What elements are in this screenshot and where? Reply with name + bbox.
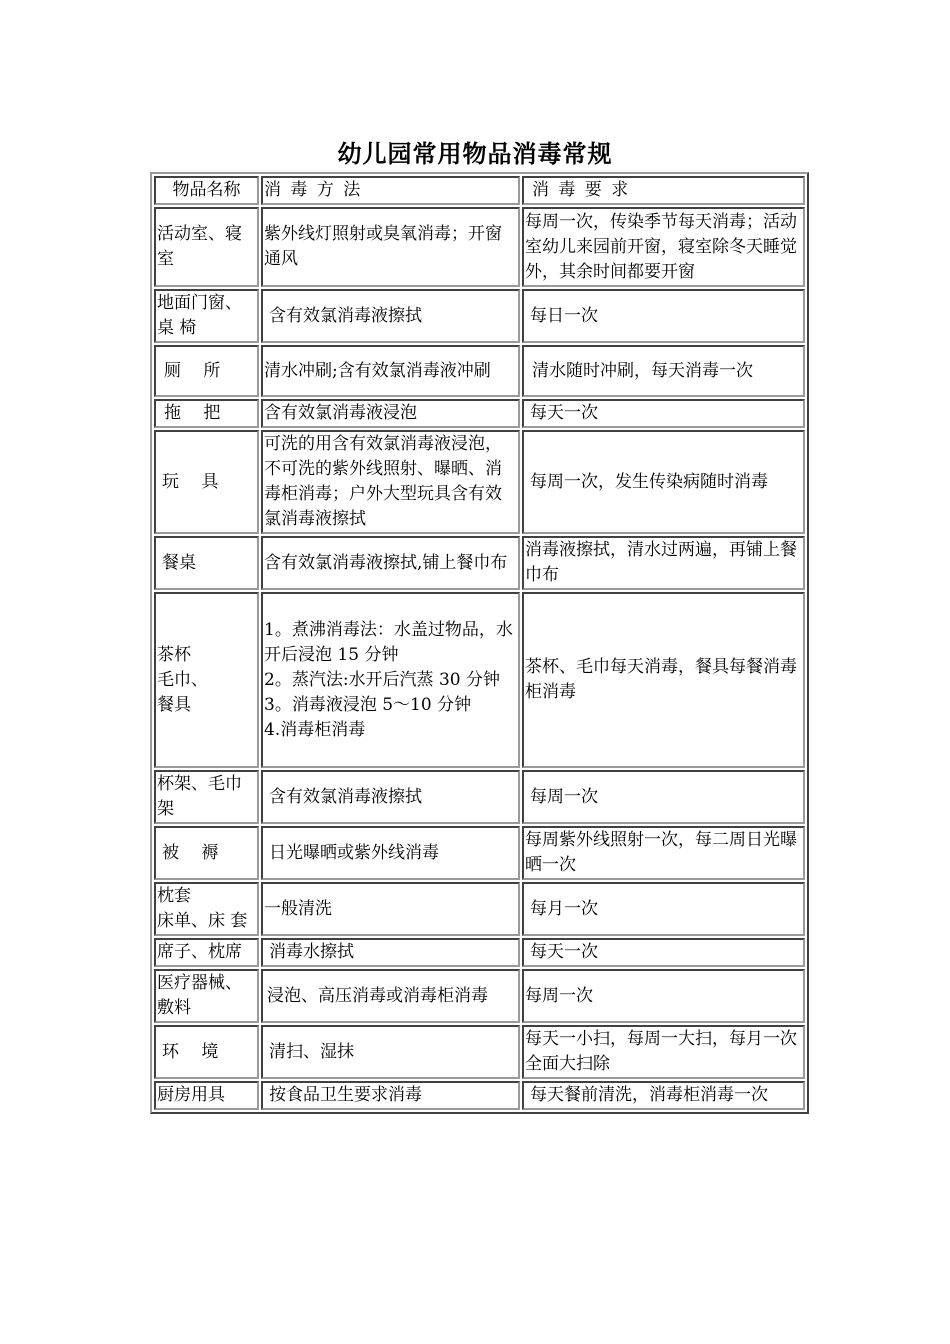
item-name-cell: 杯架、毛巾架 bbox=[154, 770, 259, 824]
method-cell: 1。煮沸消毒法：水盖过物品，水开后浸泡 15 分钟 2。蒸汽法:水开后汽蒸 30 分钟 3。消毒液浸泡 5～10 分钟 4.消毒柜消毒 bbox=[261, 592, 520, 768]
table-row bbox=[154, 938, 805, 967]
requirement-cell: 每天一小扫，每周一大扫，每月一次全面大扫除 bbox=[522, 1025, 805, 1079]
requirement-cell: 每周一次，发生传染病随时消毒 bbox=[522, 430, 805, 534]
column-header-requirement: 消 毒 要 求 bbox=[522, 176, 805, 205]
item-name-cell: 厕 所 bbox=[154, 345, 259, 397]
method-cell: 按食品卫生要求消毒 bbox=[261, 1081, 520, 1110]
table-row bbox=[154, 882, 805, 936]
method-cell: 可洗的用含有效氯消毒液浸泡，不可洗的紫外线照射、曝晒、消毒柜消毒；户外大型玩具含有效氯消毒液擦拭 bbox=[261, 430, 520, 534]
method-cell: 清扫、湿抹 bbox=[261, 1025, 520, 1079]
item-name-cell: 玩 具 bbox=[154, 430, 259, 534]
table-row bbox=[154, 345, 805, 397]
item-name-cell: 餐桌 bbox=[154, 536, 259, 590]
method-cell: 日光曝晒或紫外线消毒 bbox=[261, 826, 520, 880]
item-name-cell: 地面门窗、桌 椅 bbox=[154, 289, 259, 343]
item-name-cell: 被 褥 bbox=[154, 826, 259, 880]
method-cell: 一般清洗 bbox=[261, 882, 520, 936]
item-name-cell: 席子、枕席 bbox=[154, 938, 259, 967]
method-cell: 浸泡、高压消毒或消毒柜消毒 bbox=[261, 969, 520, 1023]
table-row bbox=[154, 289, 805, 343]
method-cell: 含有效氯消毒液擦拭 bbox=[261, 770, 520, 824]
table-row bbox=[154, 592, 805, 768]
requirement-cell: 每天餐前清洗，消毒柜消毒一次 bbox=[522, 1081, 805, 1110]
method-cell: 含有效氯消毒液浸泡 bbox=[261, 399, 520, 428]
table-row bbox=[154, 399, 805, 428]
item-name-cell: 拖 把 bbox=[154, 399, 259, 428]
table-row bbox=[154, 1025, 805, 1079]
item-name-cell: 医疗器械、敷料 bbox=[154, 969, 259, 1023]
requirement-cell: 每周一次，传染季节每天消毒；活动室幼儿来园前开窗，寝室除冬天睡觉外，其余时间都要开窗 bbox=[522, 207, 805, 287]
item-name-cell: 厨房用具 bbox=[154, 1081, 259, 1110]
table-row bbox=[154, 536, 805, 590]
column-header-item: 物品名称 bbox=[154, 176, 259, 205]
table-row bbox=[154, 969, 805, 1023]
disinfection-table bbox=[150, 172, 809, 1114]
requirement-cell: 每天一次 bbox=[522, 399, 805, 428]
requirement-cell: 清水随时冲刷，每天消毒一次 bbox=[522, 345, 805, 397]
requirement-cell: 每日一次 bbox=[522, 289, 805, 343]
method-cell: 含有效氯消毒液擦拭 bbox=[261, 289, 520, 343]
item-name-cell: 枕套 床单、床 套 bbox=[154, 882, 259, 936]
table-header-row bbox=[154, 176, 805, 205]
page-title: 幼儿园常用物品消毒常规 bbox=[337, 140, 613, 168]
method-cell: 紫外线灯照射或臭氧消毒；开窗通风 bbox=[261, 207, 520, 287]
requirement-cell: 茶杯、毛巾每天消毒，餐具每餐消毒柜消毒 bbox=[522, 592, 805, 768]
requirement-cell: 每周紫外线照射一次，每二周日光曝晒一次 bbox=[522, 826, 805, 880]
item-name-cell: 活动室、寝室 bbox=[154, 207, 259, 287]
item-name-cell: 环 境 bbox=[154, 1025, 259, 1079]
table-row bbox=[154, 430, 805, 534]
table-row bbox=[154, 826, 805, 880]
requirement-cell: 每周一次 bbox=[522, 770, 805, 824]
table-row bbox=[154, 1081, 805, 1110]
column-header-method: 消 毒 方 法 bbox=[261, 176, 520, 205]
requirement-cell: 消毒液擦拭，清水过两遍，再铺上餐巾布 bbox=[522, 536, 805, 590]
method-cell: 清水冲刷;含有效氯消毒液冲刷 bbox=[261, 345, 520, 397]
table-row bbox=[154, 207, 805, 287]
requirement-cell: 每天一次 bbox=[522, 938, 805, 967]
requirement-cell: 每周一次 bbox=[522, 969, 805, 1023]
requirement-cell: 每月一次 bbox=[522, 882, 805, 936]
method-cell: 消毒水擦拭 bbox=[261, 938, 520, 967]
method-cell: 含有效氯消毒液擦拭,铺上餐巾布 bbox=[261, 536, 520, 590]
item-name-cell: 茶杯 毛巾、 餐具 bbox=[154, 592, 259, 768]
table-row bbox=[154, 770, 805, 824]
